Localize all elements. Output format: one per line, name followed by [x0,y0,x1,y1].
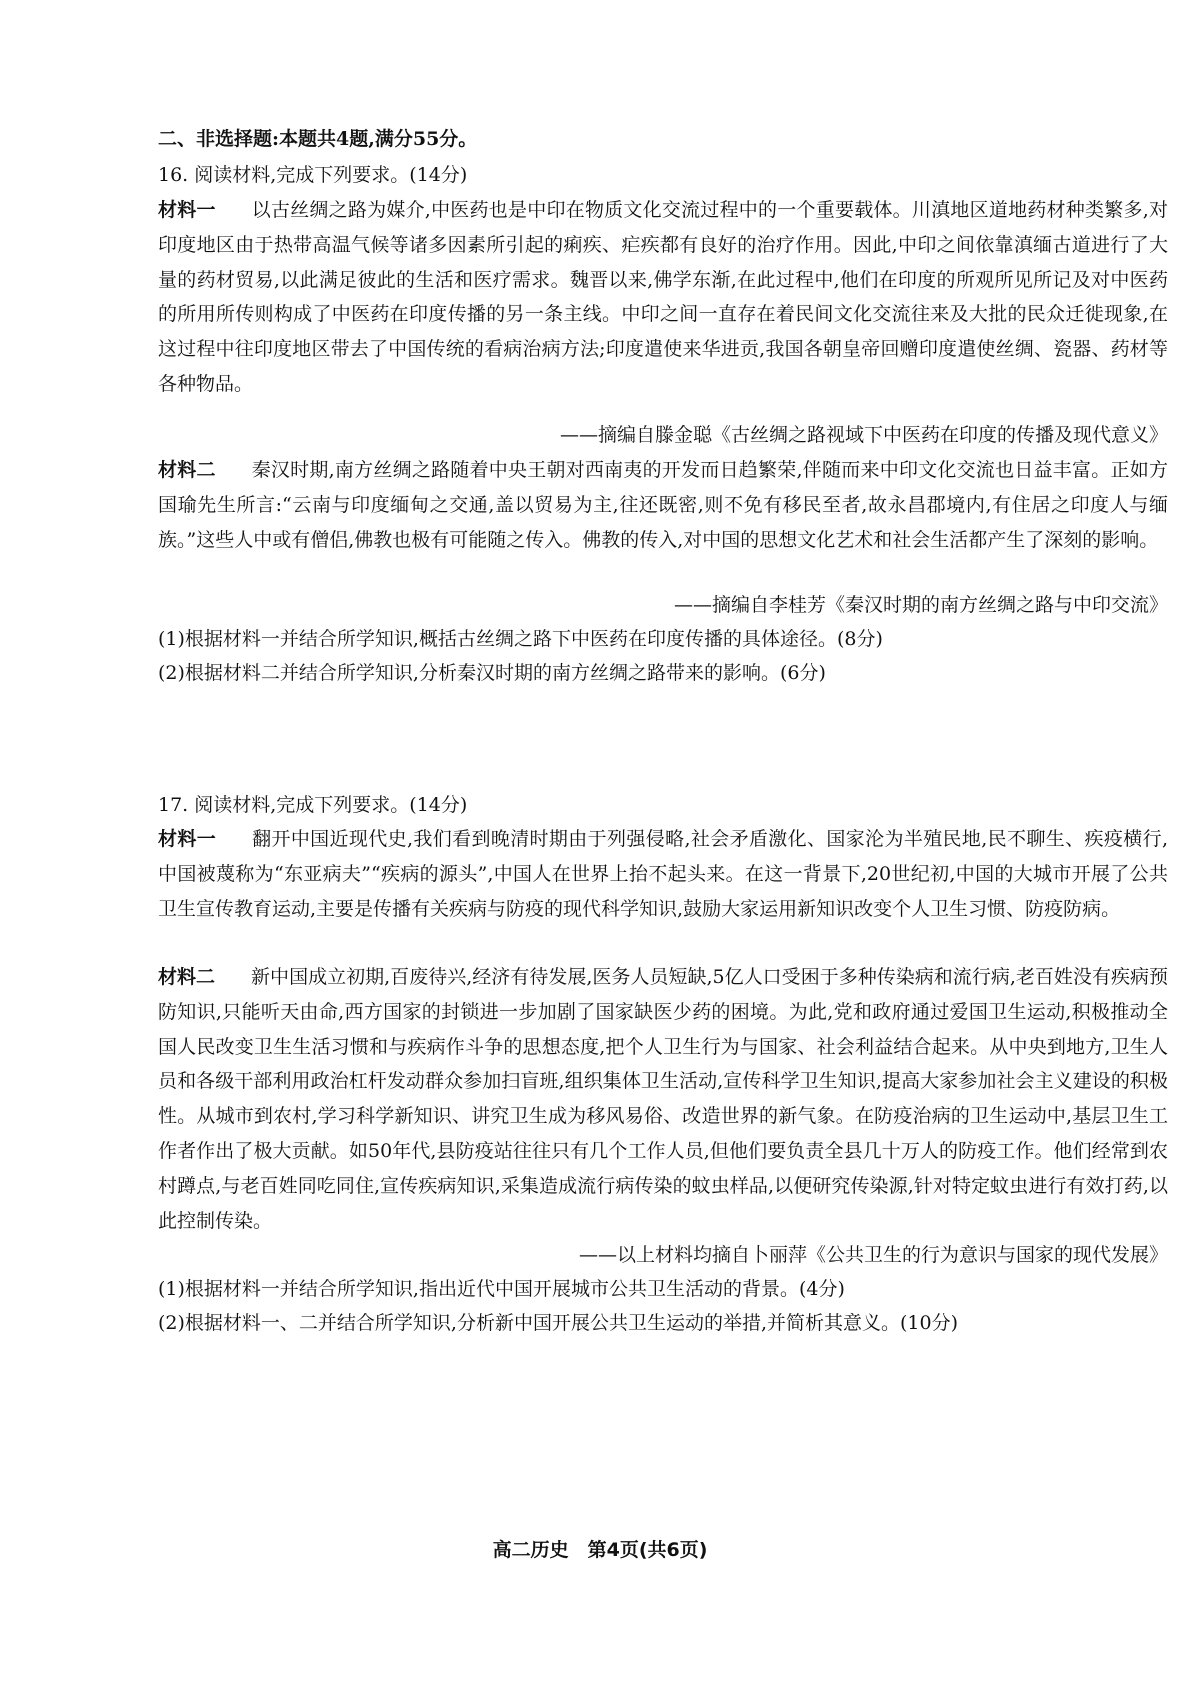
q16-m2-text: 秦汉时期,南方丝绸之路随着中央王朝对西南夷的开发而日趋繁荣,伴随而来中印文化交流也日益丰富。正如方国瑜先生所言:“云南与印度缅甸之交通,盖以贸易为主,往还既密,则不免有移民至者,故永昌郡境内,有住居之印度人与缅族。”这些人中或有僧侣,佛教也极有可能随之传入。佛教的传入,对中国的思想文化艺术和社会生活都产生了深刻的影响。 [158,459,1168,551]
q17-ask-1: (1)根据材料一并结合所学知识,指出近代中国开展城市公共卫生活动的背景。(4分) [158,1278,845,1300]
q17-m1-label: 材料一 [158,828,217,850]
q16-m2-label: 材料二 [158,459,216,481]
q17-m1-text: 翻开中国近现代史,我们看到晚清时期由于列强侵略,社会矛盾激化、国家沦为半殖民地,民不聊生、疾疫横行,中国被蔑称为“东亚病夫”“疾病的源头”,中国人在世界上抬不起头来。在这一背景下,20世纪初,中国的大城市开展了公共卫生宣传教育运动,主要是传播有关疾病与防疫的现代科学知识,鼓励大家运用新知识改变个人卫生习惯、防疫防病。 [158,828,1168,920]
q16-title: 16. 阅读材料,完成下列要求。(14分) [158,164,468,186]
q16-m1-label: 材料一 [158,199,216,221]
page-footer: 高二历史 第4页(共6页) [492,1539,708,1561]
q17-material-2 [158,960,1168,1238]
section-title: 二、非选择题:本题共4题,满分55分。 [158,128,478,150]
q17-title: 17. 阅读材料,完成下列要求。(14分) [158,794,468,816]
q16-ask-1: (1)根据材料一并结合所学知识,概括古丝绸之路下中医药在印度传播的具体途径。(8分) [158,628,883,650]
q17-m2-source: ——以上材料均摘自卜丽萍《公共卫生的行为意识与国家的现代发展》 [578,1244,1168,1266]
q17-m2-label: 材料二 [158,966,216,988]
q16-m2-source: ——摘编自李桂芳《秦汉时期的南方丝绸之路与中印交流》 [673,594,1168,616]
q16-m1-source: ——摘编自滕金聪《古丝绸之路视域下中医药在印度的传播及现代意义》 [559,424,1168,446]
q16-material-2 [158,453,1168,557]
q16-material-1 [158,193,1168,402]
q17-ask-2: (2)根据材料一、二并结合所学知识,分析新中国开展公共卫生运动的举措,并简析其意义。(10分) [158,1312,958,1334]
q17-m2-text: 新中国成立初期,百废待兴,经济有待发展,医务人员短缺,5亿人口受困于多种传染病和流行病,老百姓没有疾病预防知识,只能听天由命,西方国家的封锁进一步加剧了国家缺医少药的困境。为此,党和政府通过爱国卫生运动,积极推动全国人民改变卫生生活习惯和与疾病作斗争的思想态度,把个人卫生行为与国家、社会利益结合起来。从中央到地方,卫生人员和各级干部利用政治杠杆发动群众参加扫盲班,组织集体卫生活动,宣传科学卫生知识,提高大家参加社会主义建设的积极性。从城市到农村,学习科学新知识、讲究卫生成为移风易俗、改造世界的新气象。在防疫治病的卫生运动中,基层卫生工作者作出了极大贡献。如50年代,县防疫站往往只有几个工作人员,但他们要负责全县几十万人的防疫工作。他们经常到农村蹲点,与老百姓同吃同住,宣传疾病知识,采集造成流行病传染的蚊虫样品,以便研究传染源,针对特定蚊虫进行有效打药,以此控制传染。 [158,966,1168,1232]
q17-material-1 [158,822,1168,926]
q16-ask-2: (2)根据材料二并结合所学知识,分析秦汉时期的南方丝绸之路带来的影响。(6分) [158,662,826,684]
q16-m1-text: 以古丝绸之路为媒介,中医药也是中印在物质文化交流过程中的一个重要载体。川滇地区道地药材种类繁多,对印度地区由于热带高温气候等诸多因素所引起的痢疾、疟疾都有良好的治疗作用。因此,中印之间依靠滇缅古道进行了大量的药材贸易,以此满足彼此的生活和医疗需求。魏晋以来,佛学东渐,在此过程中,他们在印度的所观所见所记及对中医药的所用所传则构成了中医药在印度传播的另一条主线。中印之间一直存在着民间文化交流往来及大批的民众迁徙现象,在这过程中往印度地区带去了中国传统的看病治病方法;印度遣使来华进贡,我国各朝皇帝回赠印度遣使丝绸、瓷器、药材等各种物品。 [158,199,1168,395]
